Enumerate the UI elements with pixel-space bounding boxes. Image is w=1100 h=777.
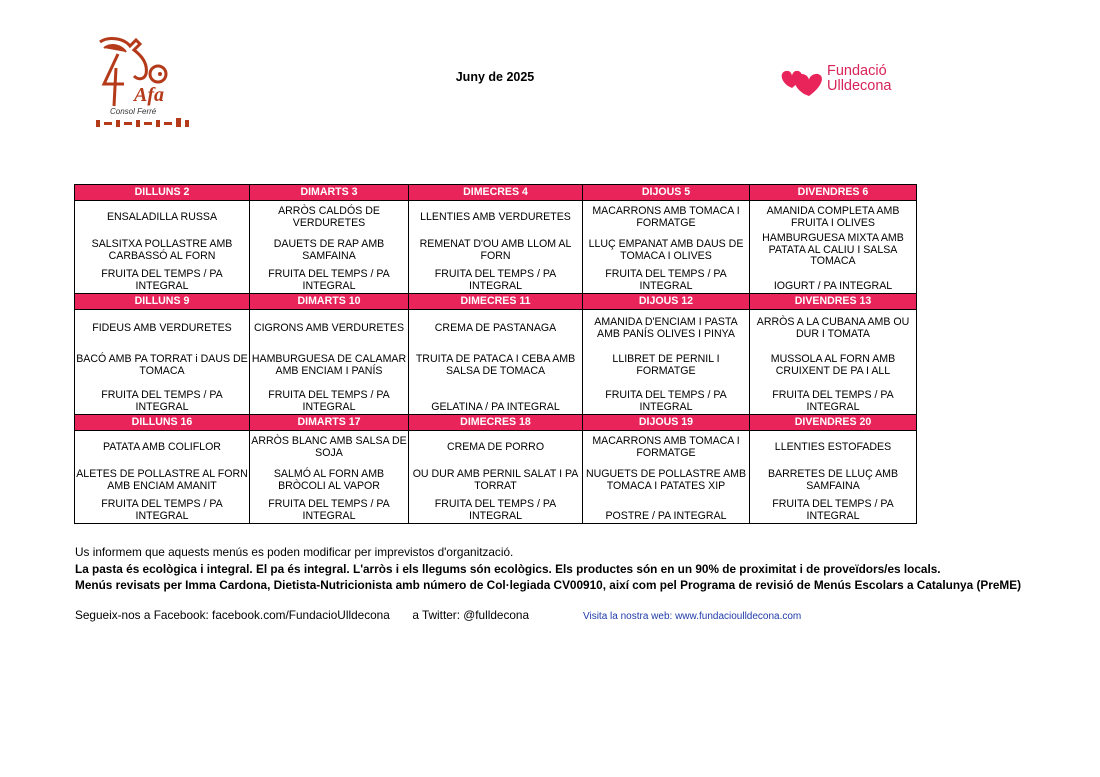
day-menu-cell (75, 431, 250, 524)
day-menu-cell (750, 201, 917, 294)
first-course: PATATA AMB COLIFLOR (103, 440, 221, 453)
day-header: DIMARTS 3 (250, 185, 409, 201)
week-menu-row (75, 201, 917, 294)
first-course: AMANIDA D'ENCIAM I PASTA AMB PANÍS OLIVES I PINYA (594, 315, 738, 340)
day-header: DIVENDRES 13 (750, 294, 917, 310)
day-menu-cell (250, 431, 409, 524)
first-course: ARRÒS CALDÓS DE VERDURETES (278, 204, 380, 229)
second-course: OU DUR AMB PERNIL SALAT I PA TORRAT (412, 467, 579, 492)
second-course: TRUITA DE PATACA I CEBA AMB SALSA DE TOMACA (415, 353, 576, 377)
second-course: BACÓ AMB PA TORRAT i DAUS DE TOMACA (76, 353, 248, 377)
dessert: FRUITA DEL TEMPS / PA INTEGRAL (772, 389, 894, 414)
second-course: MUSSOLA AL FORN AMB CRUIXENT DE PA I ALL (770, 353, 896, 377)
first-course: ARRÒS BLANC AMB SALSA DE SOJA (251, 434, 407, 459)
first-course: MACARRONS AMB TOMACA I FORMATGE (592, 204, 740, 229)
second-course: HAMBURGUESA DE CALAMAR AMB ENCIAM I PANÍS (251, 353, 407, 377)
second-course: DAUETS DE RAP AMB SAMFAINA (273, 237, 385, 262)
note-ingredients: La pasta és ecològica i integral. El pa és integral. L'arròs i els llegums són ecològics. Els productes són en un 90% de proximitat i de proveïdors/es locals. (75, 561, 941, 576)
second-course: NUGUETS DE POLLASTRE AMB TOMACA I PATATES XIP (585, 467, 747, 492)
first-course: CREMA DE PORRO (446, 440, 545, 453)
note-modifications: Us informem que aquests menús es poden modificar per imprevistos d'organització. (75, 545, 514, 559)
afa-logo (90, 34, 200, 136)
week-header-row (75, 294, 917, 310)
day-menu-cell (75, 201, 250, 294)
day-menu-cell (409, 201, 583, 294)
page-title: Juny de 2025 (455, 70, 535, 84)
week-menu-row (75, 431, 917, 524)
afa-logo-subtext: Consol Ferré (110, 107, 157, 116)
website-link[interactable]: Visita la nostra web: www.fundacioulldecona.com (583, 611, 802, 622)
day-header: DILLUNS 16 (75, 415, 250, 431)
first-course: ENSALADILLA RUSSA (106, 210, 218, 223)
week-menu-row (75, 310, 917, 415)
dessert: FRUITA DEL TEMPS / PA INTEGRAL (772, 498, 894, 523)
day-menu-cell (750, 431, 917, 524)
dessert: FRUITA DEL TEMPS / PA INTEGRAL (101, 389, 223, 414)
first-course: LLENTIES ESTOFADES (774, 440, 892, 453)
afa-logo-text: Afa (134, 84, 164, 106)
dessert: FRUITA DEL TEMPS / PA INTEGRAL (605, 268, 727, 293)
heart-icon (778, 64, 824, 98)
day-header: DIMECRES 18 (409, 415, 583, 431)
day-header: DIMARTS 17 (250, 415, 409, 431)
day-header: DIJOUS 12 (583, 294, 750, 310)
facebook-link[interactable]: Segueix-nos a Facebook: facebook.com/FundacioUlldecona (75, 608, 390, 622)
day-header: DIVENDRES 20 (750, 415, 917, 431)
twitter-link[interactable]: a Twitter: @fulldecona (412, 608, 530, 622)
second-course: REMENAT D'OU AMB LLOM AL FORN (419, 237, 572, 262)
day-header: DIVENDRES 6 (750, 185, 917, 201)
second-course: LLIBRET DE PERNIL I FORMATGE (612, 353, 720, 377)
first-course: CREMA DE PASTANAGA (434, 321, 557, 334)
dessert: FRUITA DEL TEMPS / PA INTEGRAL (268, 498, 390, 523)
fundacio-logo-line2: Ulldecona (827, 78, 892, 94)
dessert: POSTRE / PA INTEGRAL (605, 510, 727, 523)
day-menu-cell (583, 310, 750, 415)
first-course: FIDEUS AMB VERDURETES (92, 321, 232, 334)
second-course: SALMÓ AL FORN AMB BRÒCOLI AL VAPOR (273, 467, 385, 492)
day-header: DIMECRES 4 (409, 185, 583, 201)
day-menu-cell (250, 310, 409, 415)
day-header: DIJOUS 19 (583, 415, 750, 431)
day-menu-cell (583, 431, 750, 524)
first-course: CIGRONS AMB VERDURETES (253, 321, 405, 334)
second-course: BARRETES DE LLUÇ AMB SAMFAINA (767, 467, 899, 492)
week-header-row (75, 185, 917, 201)
fundacio-logo-line1: Fundació (827, 63, 887, 79)
first-course: ARRÒS A LA CUBANA AMB OU DUR I TOMATA (756, 315, 910, 340)
dessert: FRUITA DEL TEMPS / PA INTEGRAL (605, 389, 727, 414)
day-header: DIMECRES 11 (409, 294, 583, 310)
dessert: FRUITA DEL TEMPS / PA INTEGRAL (101, 268, 223, 293)
fundacio-logo (778, 62, 908, 98)
day-header: DILLUNS 9 (75, 294, 250, 310)
social-links (75, 608, 529, 622)
day-menu-cell (583, 201, 750, 294)
day-header: DIJOUS 5 (583, 185, 750, 201)
note-nutritionist: Menús revisats per Imma Cardona, Dietista-Nutricionista amb número de Col·legiada CV00910, així com pel Programa de revisió de Menús Escolars a Catalunya (PreME) (75, 578, 1022, 592)
day-menu-cell (409, 310, 583, 415)
first-course: MACARRONS AMB TOMACA I FORMATGE (592, 434, 740, 459)
day-header: DILLUNS 2 (75, 185, 250, 201)
dessert: IOGURT / PA INTEGRAL (773, 280, 893, 293)
second-course: SALSITXA POLLASTRE AMB CARBASSÓ AL FORN (91, 237, 233, 262)
dessert: FRUITA DEL TEMPS / PA INTEGRAL (268, 268, 390, 293)
second-course: HAMBURGUESA MIXTA AMB PATATA AL CALIU I SALSA TOMACA (762, 231, 904, 268)
second-course: ALETES DE POLLASTRE AL FORN AMB ENCIAM AMANIT (76, 467, 248, 492)
first-course: LLENTIES AMB VERDURETES (420, 210, 571, 223)
notes (75, 544, 1021, 594)
first-course: AMANIDA COMPLETA AMB FRUITA I OLIVES (766, 204, 900, 229)
day-header: DIMARTS 10 (250, 294, 409, 310)
fundacio-logo-text (827, 64, 892, 94)
second-course: LLUÇ EMPANAT AMB DAUS DE TOMACA I OLIVES (588, 237, 744, 262)
week-header-row (75, 415, 917, 431)
dessert: FRUITA DEL TEMPS / PA INTEGRAL (434, 498, 557, 523)
day-menu-cell (750, 310, 917, 415)
dessert: FRUITA DEL TEMPS / PA INTEGRAL (434, 268, 557, 293)
menu-table (74, 184, 917, 524)
dessert: FRUITA DEL TEMPS / PA INTEGRAL (268, 389, 390, 414)
dessert: FRUITA DEL TEMPS / PA INTEGRAL (101, 498, 223, 523)
day-menu-cell (250, 201, 409, 294)
day-menu-cell (409, 431, 583, 524)
dessert: GELATINA / PA INTEGRAL (431, 401, 560, 414)
day-menu-cell (75, 310, 250, 415)
